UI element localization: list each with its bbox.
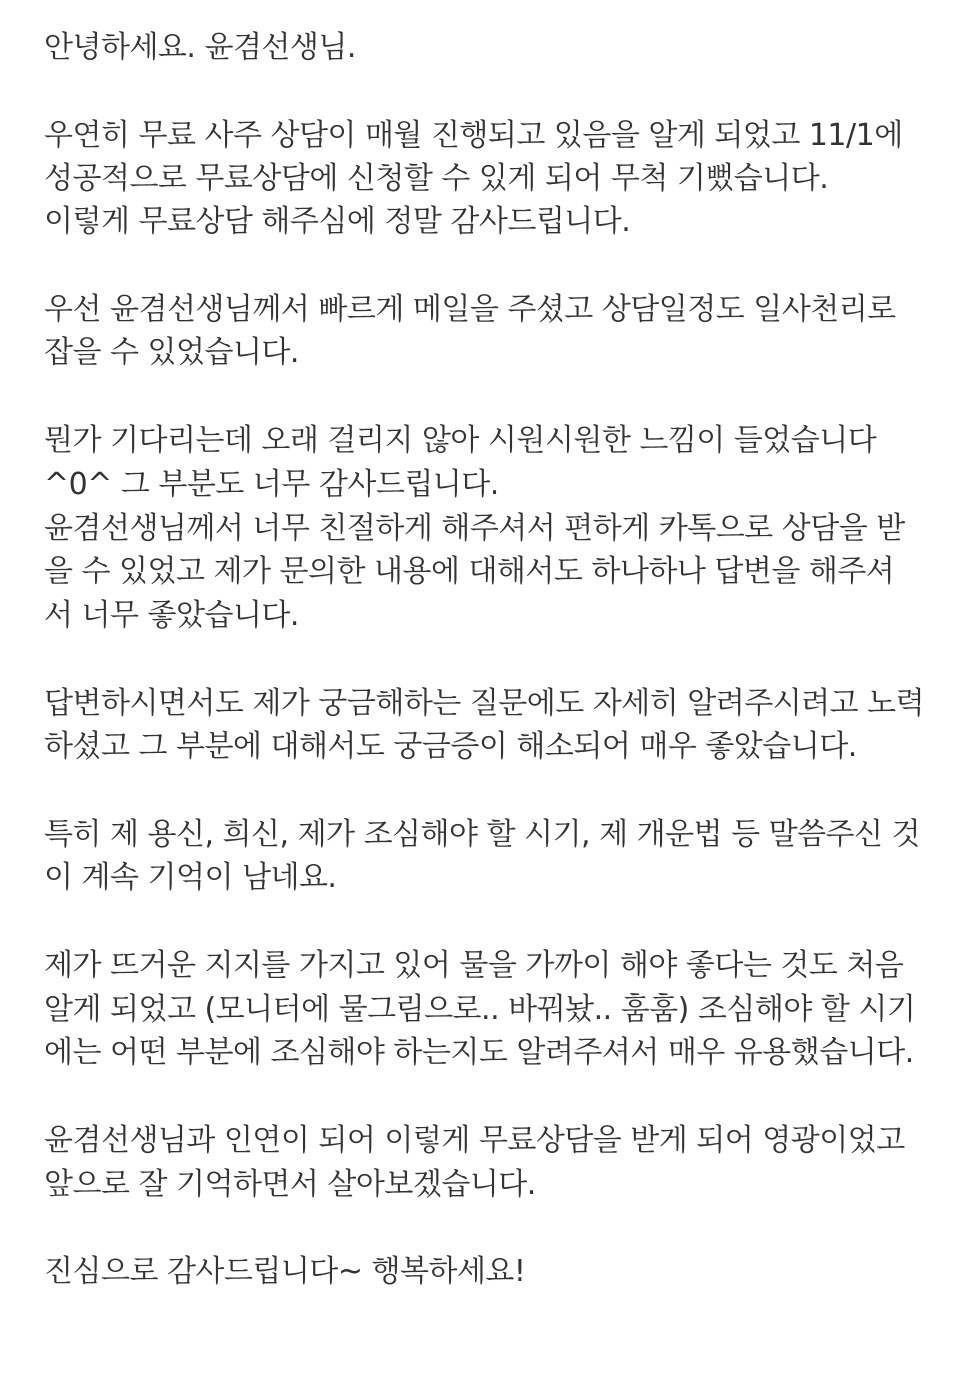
- text-line: 이렇게 무료상담 해주심에 정말 감사드립니다.: [44, 204, 631, 239]
- text-line: ^0^ 그 부분도 너무 감사드립니다.: [44, 467, 499, 502]
- text-line: 뭔가 기다리는데 오래 걸리지 않아 시원시원한 느낌이 들었습니다: [44, 423, 877, 458]
- greeting-line: 안녕하세요. 윤겸선생님.: [44, 30, 356, 65]
- text-line: 에는 어떤 부분에 조심해야 하는지도 알려주셔서 매우 유용했습니다.: [44, 1035, 914, 1070]
- text-line: 알게 되었고 (모니터에 물그림으로.. 바꿔놨.. 훔훔) 조심해야 할 시기: [44, 992, 916, 1027]
- text-line: 답변하시면서도 제가 궁금해하는 질문에도 자세히 알려주시려고 노력: [44, 686, 925, 721]
- text-line: 성공적으로 무료상담에 신청할 수 있게 되어 무척 기뻤습니다.: [44, 161, 829, 196]
- text-line: 서 너무 좋았습니다.: [44, 598, 299, 633]
- text-line: 특히 제 용신, 희신, 제가 조심해야 할 시기, 제 개운법 등 말씀주신 것: [44, 817, 921, 852]
- text-line: 우선 윤겸선생님께서 빠르게 메일을 주셨고 상담일정도 일사천리로: [44, 292, 896, 327]
- text-line: 제가 뜨거운 지지를 가지고 있어 물을 가까이 해야 좋다는 것도 처음: [44, 948, 904, 983]
- text-line: 이 계속 기억이 남네요.: [44, 860, 337, 895]
- text-line: 우연히 무료 사주 상담이 매월 진행되고 있음을 알게 되었고 11/1에: [44, 118, 903, 153]
- text-line: 윤겸선생님과 인연이 되어 이렇게 무료상담을 받게 되어 영광이었고: [44, 1123, 905, 1158]
- text-line: 잡을 수 있었습니다.: [44, 335, 299, 370]
- text-line: 을 수 있었고 제가 문의한 내용에 대해서도 하나하나 답변을 해주셔: [44, 554, 895, 589]
- text-line: 앞으로 잘 기억하면서 살아보겠습니다.: [44, 1167, 536, 1202]
- text-line: 윤겸선생님께서 너무 친절하게 해주셔서 편하게 카톡으로 상담을 받: [44, 511, 905, 546]
- text-line: 하셨고 그 부분에 대해서도 궁금증이 해소되어 매우 좋았습니다.: [44, 729, 857, 764]
- closing-line: 진심으로 감사드립니다~ 행복하세요!: [44, 1254, 526, 1289]
